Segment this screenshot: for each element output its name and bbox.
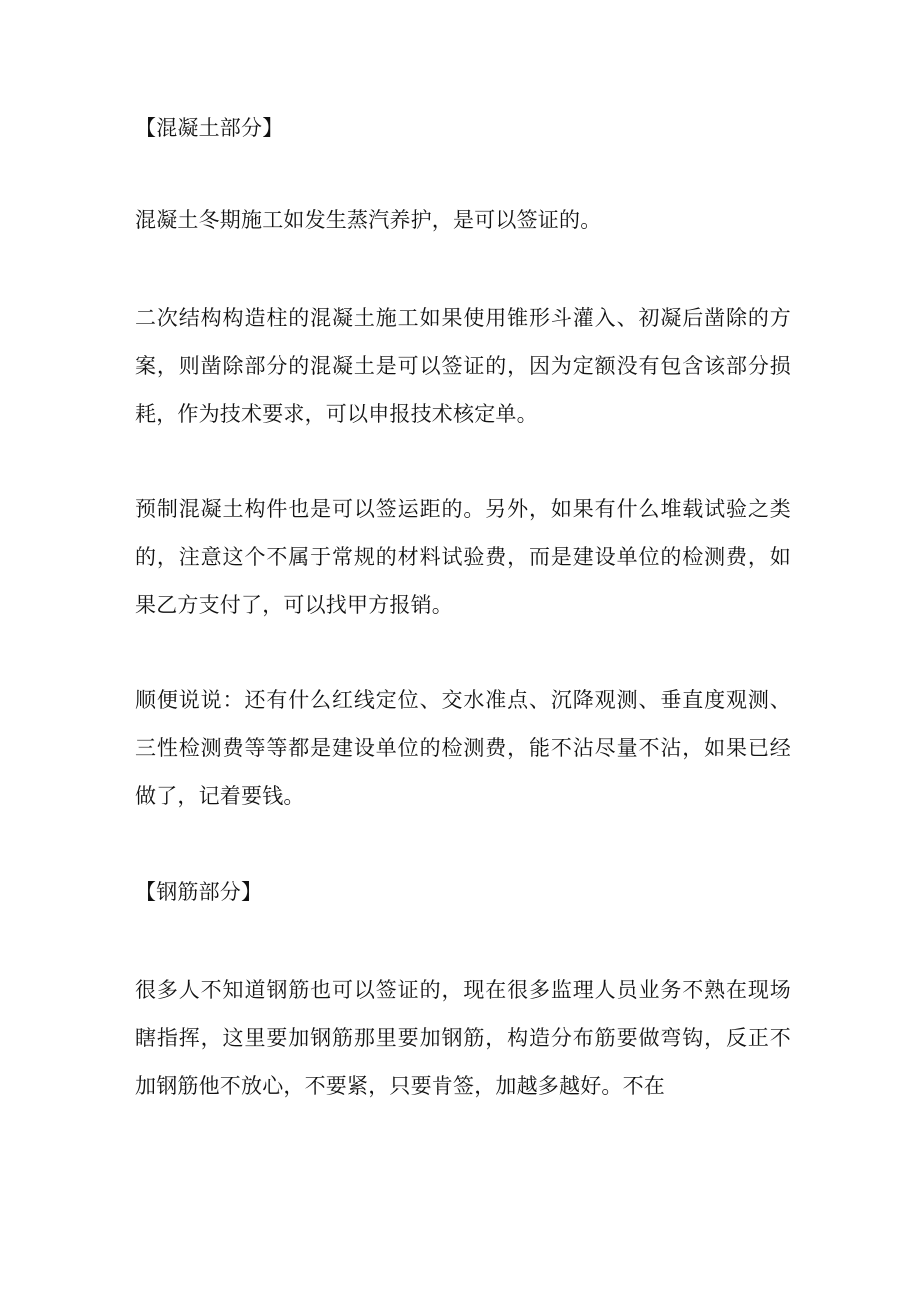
paragraph-testing-fees: 顺便说说：还有什么红线定位、交水准点、沉降观测、垂直度观测、三性检测费等等都是建设单位的检测费，能不沾尽量不沾，如果已经做了，记着要钱。 [135,688,791,808]
paragraph-constructional-column: 二次结构构造柱的混凝土施工如果使用锥形斗灌入、初凝后凿除的方案，则凿除部分的混凝土是可以签证的，因为定额没有包含该部分损耗，作为技术要求，可以申报技术核定单。 [135,306,791,426]
section-heading-rebar: 【钢筋部分】 [135,880,263,904]
paragraph-precast-components: 预制混凝土构件也是可以签运距的。另外，如果有什么堆载试验之类的，注意这个不属于常规的材料试验费，而是建设单位的检测费，如果乙方支付了，可以找甲方报销。 [135,497,791,617]
paragraph-rebar-visa: 很多人不知道钢筋也可以签证的，现在很多监理人员业务不熟在现场瞎指挥，这里要加钢筋那里要加钢筋，构造分布筋要做弯钩，反正不加钢筋他不放心，不要紧，只要肯签，加越多越好。不在 [135,978,791,1098]
paragraph-winter-curing: 混凝土冬期施工如发生蒸汽养护，是可以签证的。 [135,208,602,232]
section-heading-concrete: 【混凝土部分】 [135,116,284,140]
